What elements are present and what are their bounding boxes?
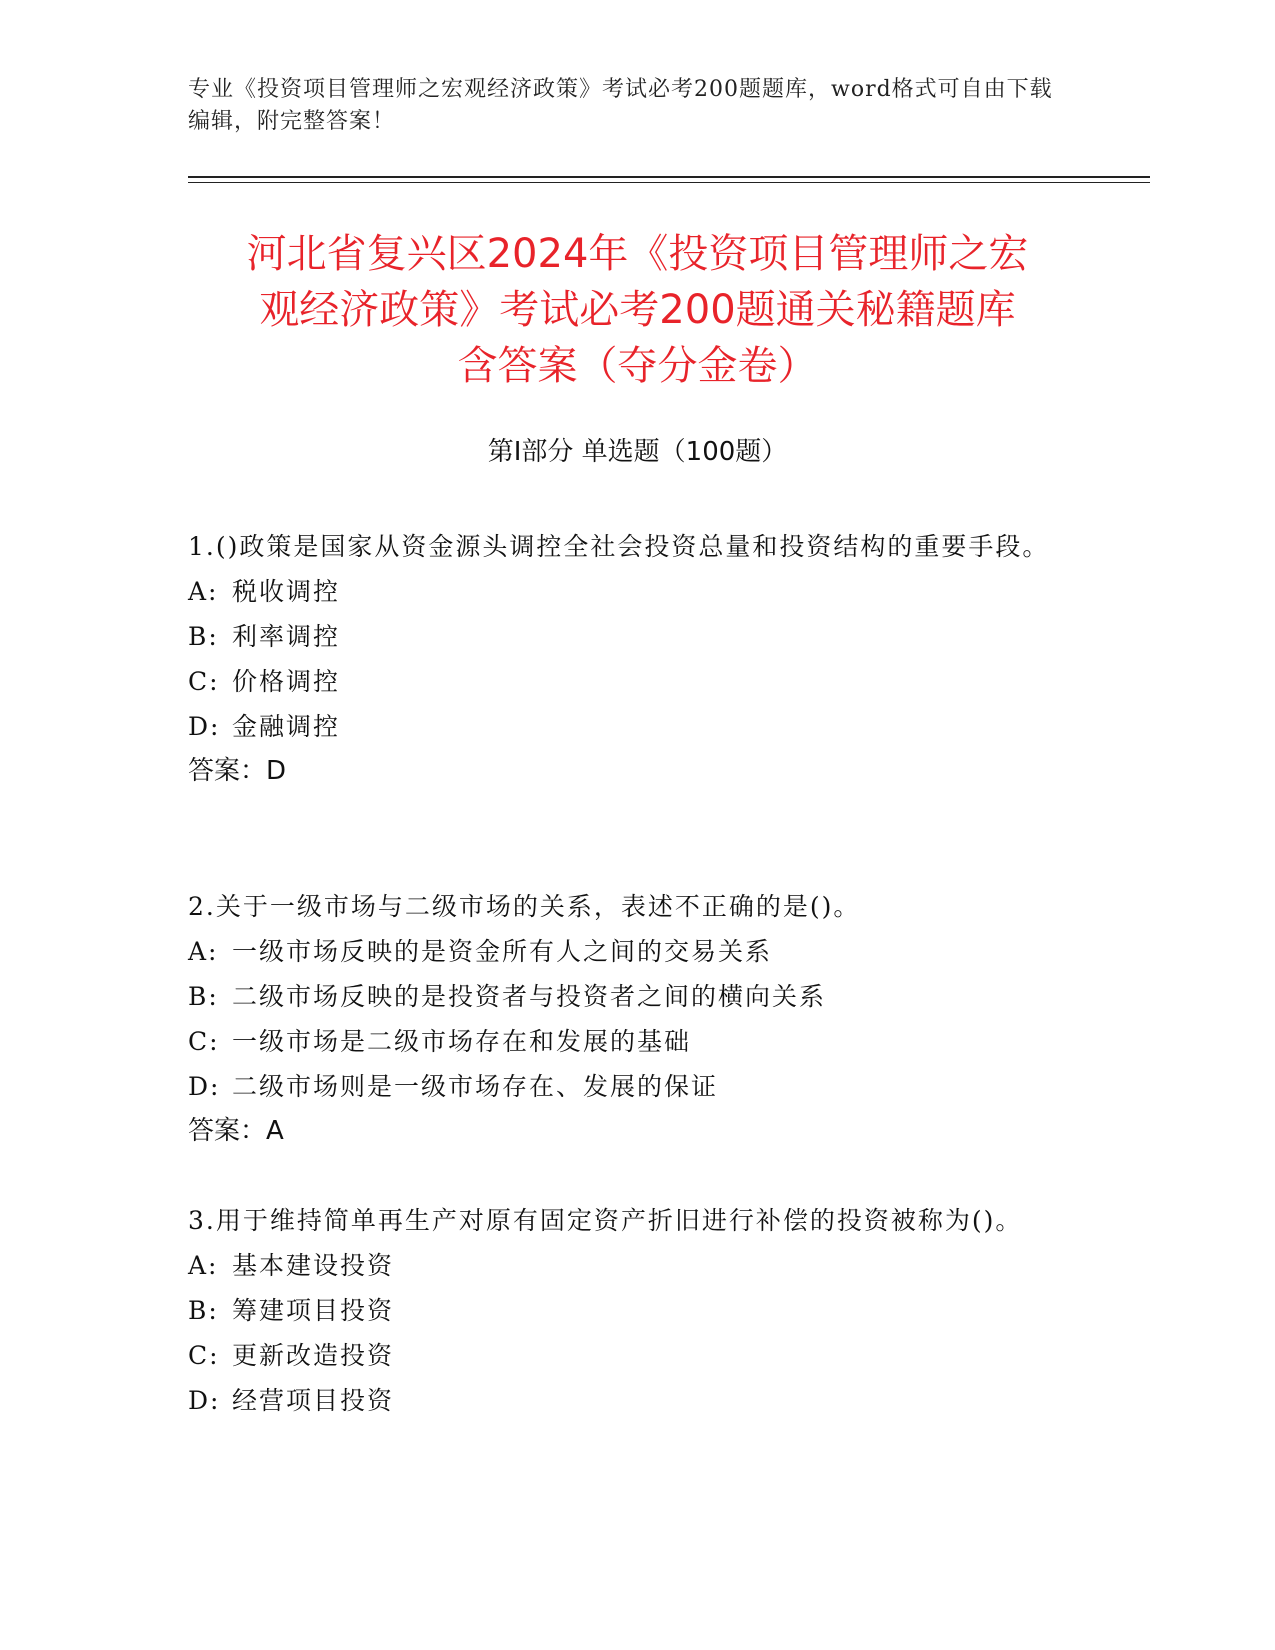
option-text: 筹建项目投资 bbox=[232, 1296, 395, 1325]
answer-line: 答案：A bbox=[188, 1116, 284, 1146]
option-text: 税收调控 bbox=[232, 577, 341, 606]
option-text: 金融调控 bbox=[232, 712, 341, 741]
option-d bbox=[188, 1064, 1068, 1109]
title-line-1: 河北省复兴区2024年《投资项目管理师之宏 bbox=[246, 231, 1029, 277]
option-a bbox=[188, 569, 1068, 614]
option-text: 利率调控 bbox=[232, 622, 341, 651]
header-rule-thin bbox=[188, 182, 1150, 183]
question-stem: 3.用于维持简单再生产对原有固定资产折旧进行补偿的投资被称为()。 bbox=[188, 1206, 1023, 1235]
header-note: 专业《投资项目管理师之宏观经济政策》考试必考200题题库，word格式可自由下载编辑，附完整答案！ bbox=[188, 77, 1053, 134]
option-text: 经营项目投资 bbox=[232, 1386, 395, 1415]
header-rule-thick bbox=[188, 176, 1150, 178]
option-key: B: bbox=[188, 1296, 219, 1325]
answer-line: 答案：D bbox=[188, 756, 287, 786]
option-b bbox=[188, 974, 1068, 1019]
option-text: 一级市场反映的是资金所有人之间的交易关系 bbox=[232, 937, 773, 966]
option-key: C: bbox=[188, 1341, 220, 1370]
option-text: 更新改造投资 bbox=[232, 1341, 395, 1370]
document-title bbox=[180, 226, 1095, 394]
question-stem: 2.关于一级市场与二级市场的关系，表述不正确的是()。 bbox=[188, 892, 861, 921]
option-key: C: bbox=[188, 1027, 220, 1056]
option-key: A: bbox=[188, 1251, 219, 1280]
option-key: A: bbox=[188, 937, 219, 966]
option-text: 价格调控 bbox=[232, 667, 341, 696]
section-title: 第Ⅰ部分 单选题（100题） bbox=[487, 437, 788, 467]
option-d bbox=[188, 704, 1068, 749]
option-a bbox=[188, 1243, 1068, 1288]
question-2 bbox=[188, 884, 1068, 1154]
option-d bbox=[188, 1378, 1068, 1423]
question-1 bbox=[188, 524, 1068, 794]
option-key: A: bbox=[188, 577, 219, 606]
option-text: 二级市场反映的是投资者与投资者之间的横向关系 bbox=[232, 982, 827, 1011]
title-line-3: 含答案（夺分金卷） bbox=[457, 343, 818, 389]
option-key: D: bbox=[188, 1072, 221, 1101]
option-c bbox=[188, 659, 1068, 704]
option-key: B: bbox=[188, 982, 219, 1011]
option-b bbox=[188, 1288, 1068, 1333]
option-key: D: bbox=[188, 1386, 221, 1415]
option-c bbox=[188, 1333, 1068, 1378]
title-line-2: 观经济政策》考试必考200题通关秘籍题库 bbox=[259, 287, 1016, 333]
option-text: 基本建设投资 bbox=[232, 1251, 395, 1280]
option-text: 二级市场则是一级市场存在、发展的保证 bbox=[232, 1072, 719, 1101]
option-a bbox=[188, 929, 1068, 974]
option-c bbox=[188, 1019, 1068, 1064]
option-text: 一级市场是二级市场存在和发展的基础 bbox=[232, 1027, 692, 1056]
option-key: B: bbox=[188, 622, 219, 651]
option-b bbox=[188, 614, 1068, 659]
question-stem: 1.()政策是国家从资金源头调控全社会投资总量和投资结构的重要手段。 bbox=[188, 532, 1050, 561]
option-key: C: bbox=[188, 667, 220, 696]
question-3 bbox=[188, 1198, 1068, 1423]
option-key: D: bbox=[188, 712, 221, 741]
